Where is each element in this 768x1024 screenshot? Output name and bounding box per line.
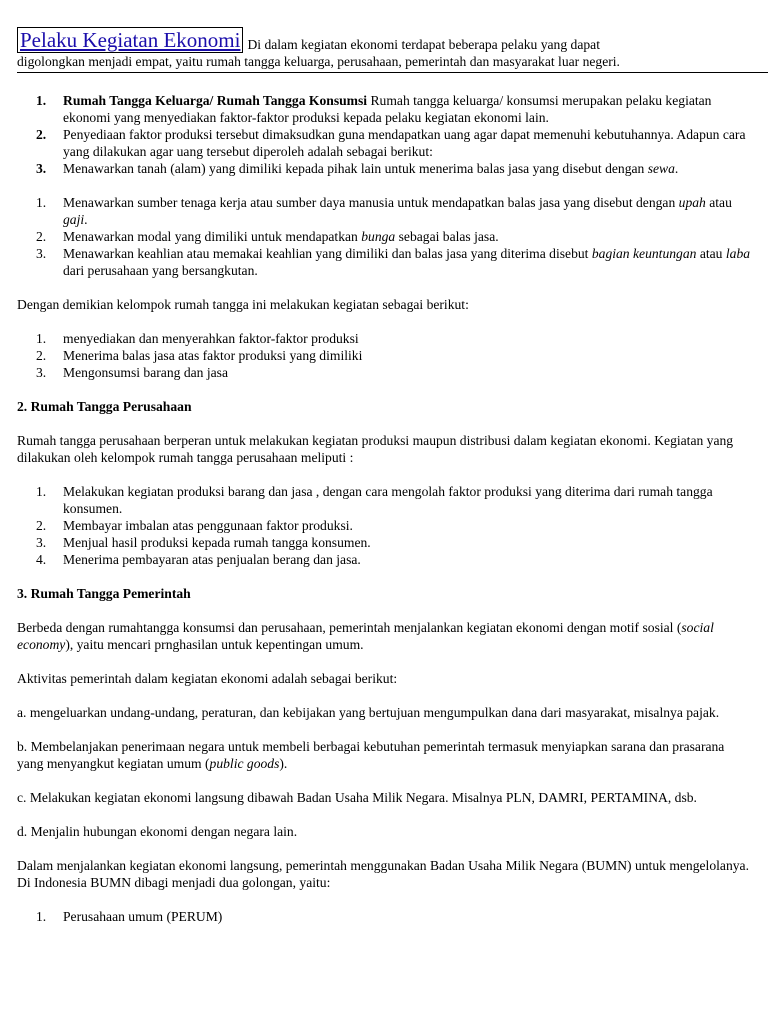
list-number: 3. <box>36 535 47 550</box>
term-italic: social economy <box>17 620 714 652</box>
paragraph-text: ), yaitu mencari prnghasilan untuk kepentingan umum. <box>65 637 364 652</box>
list-number: 1. <box>36 195 47 210</box>
list-item-text: Melakukan kegiatan produksi barang dan jasa , dengan cara mengolah faktor produksi yang diterima dari rumah tangga konsumen. <box>63 484 713 516</box>
spacer <box>17 279 752 296</box>
document-body <box>17 92 752 925</box>
paragraph-c: c. Melakukan kegiatan ekonomi langsung dibawah Badan Usaha Milik Negara. Misalnya PLN, DAMRI, PERTAMINA, dsb. <box>17 790 697 805</box>
term-italic: laba <box>725 246 751 261</box>
paragraph-bumn: Dalam menjalankan kegiatan ekonomi langsung, pemerintah menggunakan Badan Usaha Milik Negara (BUMN) untuk mengelolanya. Di Indonesia BUMN dibagi menjadi dua golongan, yaitu: <box>17 858 749 890</box>
term-italic: bagian keuntungan <box>591 246 697 261</box>
page-title[interactable]: Pelaku Kegiatan Ekonomi <box>17 27 243 53</box>
list-cara <box>17 194 752 279</box>
term-italic: bunga <box>361 229 396 244</box>
header-divider <box>17 72 768 73</box>
list-number: 1. <box>36 93 47 108</box>
term-italic: public goods <box>209 756 280 771</box>
list-item <box>17 483 752 517</box>
list-item <box>17 126 752 160</box>
list-item <box>17 228 752 245</box>
list-item-text: Menjual hasil produksi kepada rumah tangga konsumen. <box>63 535 371 550</box>
list-item-text: Membayar imbalan atas penggunaan faktor produksi. <box>63 518 353 533</box>
list-number: 1. <box>36 909 47 924</box>
list-number: 1. <box>36 331 47 346</box>
list-item <box>17 330 752 347</box>
list-item <box>17 245 752 279</box>
paragraph-perusahaan: Rumah tangga perusahaan berperan untuk melakukan kegiatan produksi maupun distribusi dalam kegiatan ekonomi. Kegiatan yang dilakukan oleh kelompok rumah tangga perusahaan meliputi : <box>17 433 734 465</box>
list-bumn <box>17 908 752 925</box>
list-item-text: Menerima balas jasa atas faktor produksi yang dimiliki <box>63 348 363 363</box>
paragraph-d: d. Menjalin hubungan ekonomi dengan negara lain. <box>17 824 298 839</box>
heading-pemerintah: 3. Rumah Tangga Pemerintah <box>17 586 191 601</box>
paragraph-rumah-tangga: Dengan demikian kelompok rumah tangga ini melakukan kegiatan sebagai berikut: <box>17 297 469 312</box>
spacer <box>17 806 752 823</box>
list-item-text: atau <box>705 195 732 210</box>
paragraph-a: a. mengeluarkan undang-undang, peraturan, dan kebijakan yang bertujuan mengumpulkan dana dari masyarakat, misalnya pajak. <box>17 705 720 720</box>
list-number: 2. <box>36 127 47 142</box>
list-kegiatan-perusahaan <box>17 483 752 568</box>
paragraph-pemerintah-1 <box>17 619 752 653</box>
term-italic: gaji <box>63 212 85 227</box>
list-number: 2. <box>36 518 47 533</box>
paragraph-text: Berbeda dengan rumahtangga konsumsi dan perusahaan, pemerintah menjalankan kegiatan ekonomi dengan motif sosial ( <box>17 620 682 635</box>
term-italic: sewa <box>647 161 675 176</box>
spacer <box>17 721 752 738</box>
document-header <box>17 27 752 70</box>
spacer <box>17 602 752 619</box>
list-item-text: Penyediaan faktor produksi tersebut dimaksudkan guna mendapatkan uang agar dapat memenuhi kebutuhannya. Adapun cara yang dilakukan agar uang tersebut diperoleh adalah sebagai berikut: <box>63 127 746 159</box>
spacer <box>17 381 752 398</box>
list-number: 3. <box>36 161 47 176</box>
list-item <box>17 92 752 126</box>
spacer <box>17 653 752 670</box>
list-item-end: dari perusahaan yang bersangkutan. <box>63 263 258 278</box>
list-item-text: Menawarkan sumber tenaga kerja atau sumber daya manusia untuk mendapatkan balas jasa yang disebut dengan <box>63 195 679 210</box>
list-item-text: Menawarkan modal yang dimiliki untuk mendapatkan <box>63 229 362 244</box>
list-item-end: sebagai balas jasa. <box>395 229 499 244</box>
spacer <box>17 568 752 585</box>
spacer <box>17 313 752 330</box>
list-item-bold: Rumah Tangga Keluarga/ Rumah Tangga Konsumsi <box>63 93 368 108</box>
spacer <box>17 415 752 432</box>
list-item <box>17 364 752 381</box>
term-italic: upah <box>678 195 706 210</box>
list-kegiatan-rt <box>17 330 752 381</box>
list-item <box>17 908 752 925</box>
list-item-text: Rumah tangga keluarga/ konsumsi merupakan pelaku kegiatan ekonomi yang menyediakan faktor-faktor produksi kepada pelaku kegiatan ekonomi lain. <box>63 93 712 125</box>
list-item-text: Menawarkan keahlian atau memakai keahlian yang dimiliki dan balas jasa yang diterima disebut <box>63 246 592 261</box>
list-item <box>17 551 752 568</box>
list-item-text: menyediakan dan menyerahkan faktor-faktor produksi <box>63 331 359 346</box>
spacer <box>17 772 752 789</box>
list-number: 4. <box>36 552 47 567</box>
list-pelaku <box>17 92 752 177</box>
paragraph-b <box>17 738 752 772</box>
intro-line-2: digolongkan menjadi empat, yaitu rumah tangga keluarga, perusahaan, pemerintah dan masyarakat luar negeri. <box>17 54 620 69</box>
list-number: 2. <box>36 348 47 363</box>
list-item <box>17 194 752 228</box>
list-item-text: atau <box>696 246 726 261</box>
paragraph-pemerintah-2: Aktivitas pemerintah dalam kegiatan ekonomi adalah sebagai berikut: <box>17 671 398 686</box>
list-item <box>17 534 752 551</box>
list-item-text: Mengonsumsi barang dan jasa <box>63 365 228 380</box>
list-item-text: Menawarkan tanah (alam) yang dimiliki kepada pihak lain untuk menerima balas jasa yang disebut dengan <box>63 161 648 176</box>
list-number: 3. <box>36 365 47 380</box>
spacer <box>17 687 752 704</box>
spacer <box>17 840 752 857</box>
spacer <box>17 177 752 194</box>
spacer <box>17 891 752 908</box>
list-item <box>17 347 752 364</box>
list-number: 3. <box>36 246 47 261</box>
intro-line-1: Di dalam kegiatan ekonomi terdapat beberapa pelaku yang dapat <box>247 37 600 52</box>
list-item <box>17 160 752 177</box>
list-item-text: Perusahaan umum (PERUM) <box>63 909 223 924</box>
list-item-end: . <box>674 161 679 176</box>
list-item-end: . <box>84 212 88 227</box>
spacer <box>17 466 752 483</box>
paragraph-text: b. Membelanjakan penerimaan negara untuk membeli berbagai kebutuhan pemerintah termasuk menyiapkan sarana dan prasarana yang menyangkut kegiatan umum ( <box>17 739 725 771</box>
list-item <box>17 517 752 534</box>
paragraph-text: ). <box>279 756 288 771</box>
list-number: 1. <box>36 484 47 499</box>
list-item-text: Menerima pembayaran atas penjualan berang dan jasa. <box>63 552 361 567</box>
list-number: 2. <box>36 229 47 244</box>
heading-perusahaan: 2. Rumah Tangga Perusahaan <box>17 399 192 414</box>
